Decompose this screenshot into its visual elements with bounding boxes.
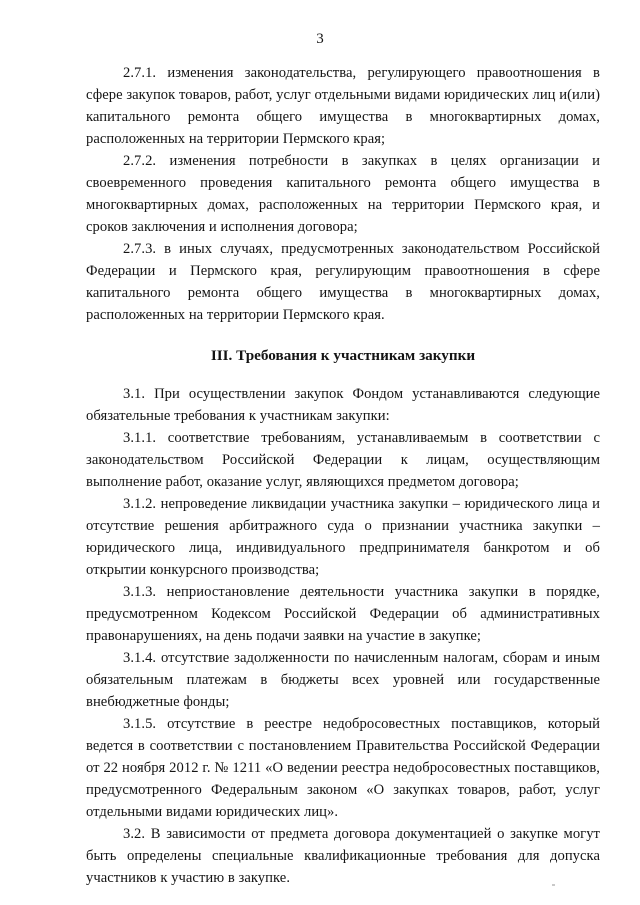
paragraph-3-2: 3.2. В зависимости от предмета договора документацией о закупке могут быть определены специальные квалификационные требования для допуска участников к участию в закупке.	[86, 826, 600, 886]
page-number: 3	[316, 31, 324, 47]
paragraph-3-1-5: 3.1.5. отсутствие в реестре недобросовестных поставщиков, который ведется в соответствии с постановлением Правительства Российской Федерации от 22 ноября 2012 г. № 1211 «О ведении реестра недобросовестных поставщиков, предусмотренного Федеральным законом «О закупках товаров, работ, услуг отдельными видами юридических лиц».	[86, 716, 600, 820]
paragraph-2-7-2: 2.7.2. изменения потребности в закупках в целях организации и своевременного проведения капитального ремонта общего имущества в многоквартирных домах, расположенных на территории Пермского края, и сроков заключения и исполнения договора;	[86, 153, 600, 235]
paragraph-3-1: 3.1. При осуществлении закупок Фондом устанавливаются следующие обязательные требования к участникам закупки:	[86, 386, 600, 424]
paragraph-3-1-3: 3.1.3. неприостановление деятельности участника закупки в порядке, предусмотренном Кодексом Российской Федерации об административных правонарушениях, на день подачи заявки на участие в закупке;	[86, 584, 600, 644]
paragraph-3-1-2: 3.1.2. непроведение ликвидации участника закупки – юридического лица и отсутствие решения арбитражного суда о признании участника закупки – юридического лица, индивидуального предпринимателя банкротом и об открытии конкурсного производства;	[86, 496, 600, 578]
paragraph-3-1-4: 3.1.4. отсутствие задолженности по начисленным налогам, сборам и иным обязательным платежам в бюджеты всех уровней или государственные внебюджетные фонды;	[86, 650, 600, 710]
paragraph-3-1-1: 3.1.1. соответствие требованиям, устанавливаемым в соответствии с законодательством Российской Федерации к лицам, осуществляющим выполнение работ, оказание услуг, являющихся предметом договора;	[86, 430, 600, 490]
section-heading: III. Требования к участникам закупки	[210, 347, 476, 364]
paragraph-2-7-1: 2.7.1. изменения законодательства, регулирующего правоотношения в сфере закупок товаров, работ, услуг отдельными видами юридических лиц и(или) капитального ремонта общего имущества в многоквартирных домах, расположенных на территории Пермского края;	[86, 65, 600, 147]
scan-artifact	[552, 884, 555, 886]
paragraph-2-7-3: 2.7.3. в иных случаях, предусмотренных законодательством Российской Федерации и Пермского края, регулирующим правоотношения в сфере капитального ремонта общего имущества в многоквартирных домах, расположенных на территории Пермского края.	[86, 241, 600, 323]
document-body	[86, 62, 600, 889]
